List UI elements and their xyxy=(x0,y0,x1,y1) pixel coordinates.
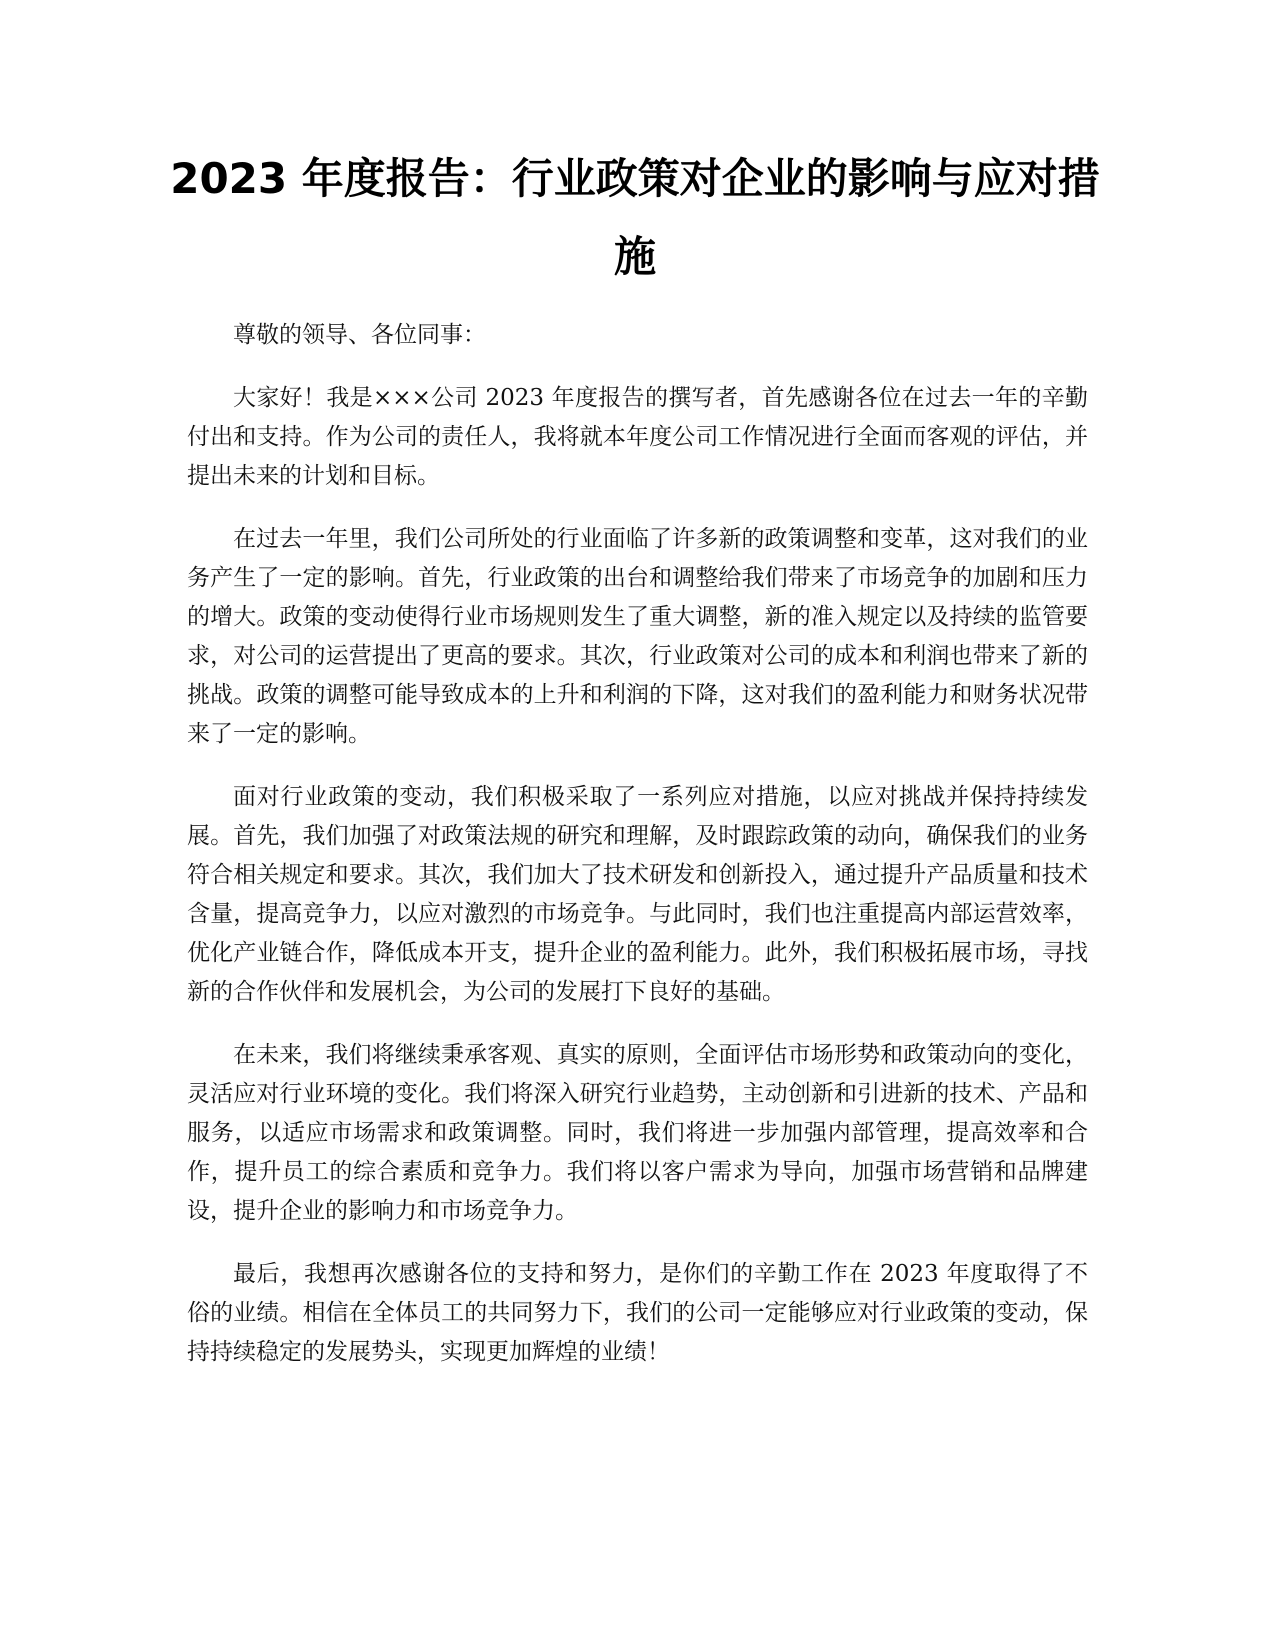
paragraph-greeting: 大家好！我是×××公司 2023 年度报告的撰写者，首先感谢各位在过去一年的辛勤付出和支持。作为公司的责任人，我将就本年度公司工作情况进行全面而客观的评估，并提出未来的计划和目标。 xyxy=(187,385,1088,489)
document-title: 2023 年度报告：行业政策对企业的影响与应对措施 xyxy=(170,154,1100,281)
paragraph-future-plans: 在未来，我们将继续秉承客观、真实的原则，全面评估市场形势和政策动向的变化，灵活应对行业环境的变化。我们将深入研究行业趋势，主动创新和引进新的技术、产品和服务，以适应市场需求和政策调整。同时，我们将进一步加强内部管理，提高效率和合作，提升员工的综合素质和竞争力。我们将以客户需求为导向，加强市场营销和品牌建设，提升企业的影响力和市场竞争力。 xyxy=(187,1042,1088,1224)
paragraph-policy-impact: 在过去一年里，我们公司所处的行业面临了许多新的政策调整和变革，这对我们的业务产生了一定的影响。首先，行业政策的出台和调整给我们带来了市场竞争的加剧和压力的增大。政策的变动使得行业市场规则发生了重大调整，新的准入规定以及持续的监管要求，对公司的运营提出了更高的要求。其次，行业政策对公司的成本和利润也带来了新的挑战。政策的调整可能导致成本的上升和利润的下降，这对我们的盈利能力和财务状况带来了一定的影响。 xyxy=(187,526,1088,747)
paragraph-closing: 最后，我想再次感谢各位的支持和努力，是你们的辛勤工作在 2023 年度取得了不俗的业绩。相信在全体员工的共同努力下，我们的公司一定能够应对行业政策的变动，保持持续稳定的发展势头，实现更加辉煌的业绩！ xyxy=(187,1261,1088,1365)
document-body xyxy=(187,316,1088,1396)
paragraph-countermeasures: 面对行业政策的变动，我们积极采取了一系列应对措施，以应对挑战并保持持续发展。首先，我们加强了对政策法规的研究和理解，及时跟踪政策的动向，确保我们的业务符合相关规定和要求。其次，我们加大了技术研发和创新投入，通过提升产品质量和技术含量，提高竞争力，以应对激烈的市场竞争。与此同时，我们也注重提高内部运营效率，优化产业链合作，降低成本开支，提升企业的盈利能力。此外，我们积极拓展市场，寻找新的合作伙伴和发展机会，为公司的发展打下良好的基础。 xyxy=(187,784,1088,1005)
salutation: 尊敬的领导、各位同事： xyxy=(233,322,486,348)
